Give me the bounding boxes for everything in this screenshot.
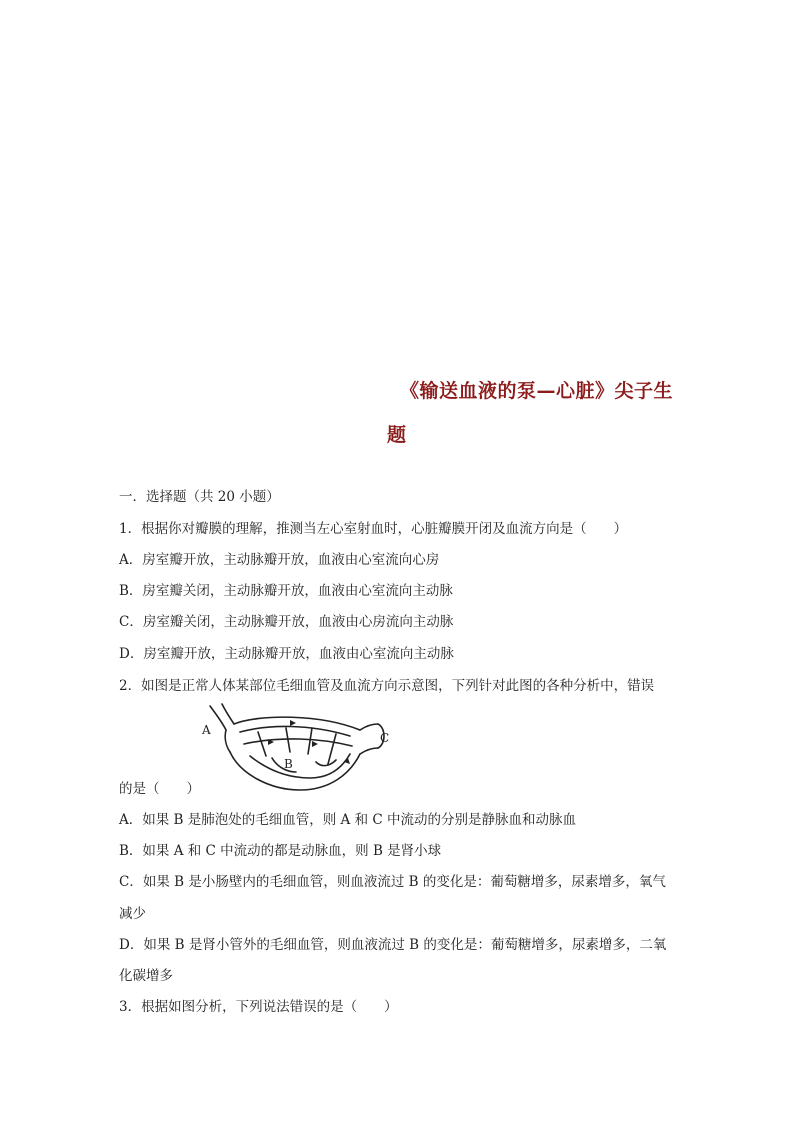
question-1-stem: 1．根据你对瓣膜的理解，推测当左心室射血时，心脏瓣膜开闭及血流方向是（ ） bbox=[119, 521, 628, 537]
question-2-option-c-continued: 减少 bbox=[119, 906, 146, 922]
question-2-stem: 2．如图是正常人体某部位毛细血管及血流方向示意图，下列针对此图的各种分析中，错误 bbox=[119, 678, 655, 694]
question-1-option-d: D．房室瓣开放，主动脉瓣开放，血液由心室流向主动脉 bbox=[119, 646, 454, 662]
question-3-stem: 3．根据如图分析，下列说法错误的是（ ） bbox=[119, 999, 398, 1015]
section-heading: 一．选择题（共 20 小题） bbox=[119, 489, 280, 505]
diagram-label-c: C bbox=[380, 731, 390, 745]
diagram-label-b: B bbox=[284, 757, 293, 771]
capillary-diagram bbox=[200, 702, 390, 794]
question-2-option-b: B．如果 A 和 C 中流动的都是动脉血，则 B 是肾小球 bbox=[119, 843, 442, 859]
question-1-option-c: C．房室瓣关闭，主动脉瓣开放，血液由心房流向主动脉 bbox=[119, 614, 454, 630]
question-2-option-d-continued: 化碳增多 bbox=[119, 968, 173, 984]
question-2-option-c: C．如果 B 是小肠壁内的毛细血管，则血液流过 B 的变化是：葡萄糖增多，尿素增多，氧气 bbox=[119, 874, 666, 890]
question-1-option-b: B．房室瓣关闭，主动脉瓣开放，血液由心室流向主动脉 bbox=[119, 583, 453, 599]
question-2-option-a: A．如果 B 是肺泡处的毛细血管，则 A 和 C 中流动的分别是静脉血和动脉血 bbox=[119, 812, 576, 828]
question-1-option-a: A．房室瓣开放，主动脉瓣开放，血液由心室流向心房 bbox=[119, 552, 440, 568]
document-title: 《输送血液的泵—心脏》尖子生 bbox=[399, 380, 673, 402]
document-title-continued: 题 bbox=[387, 424, 407, 446]
diagram-label-a: A bbox=[202, 723, 211, 737]
question-2-option-d: D．如果 B 是肾小管外的毛细血管，则血液流过 B 的变化是：葡萄糖增多，尿素增多，二氧 bbox=[119, 937, 667, 953]
question-2-stem-continued: 的是（ ） bbox=[119, 781, 200, 797]
